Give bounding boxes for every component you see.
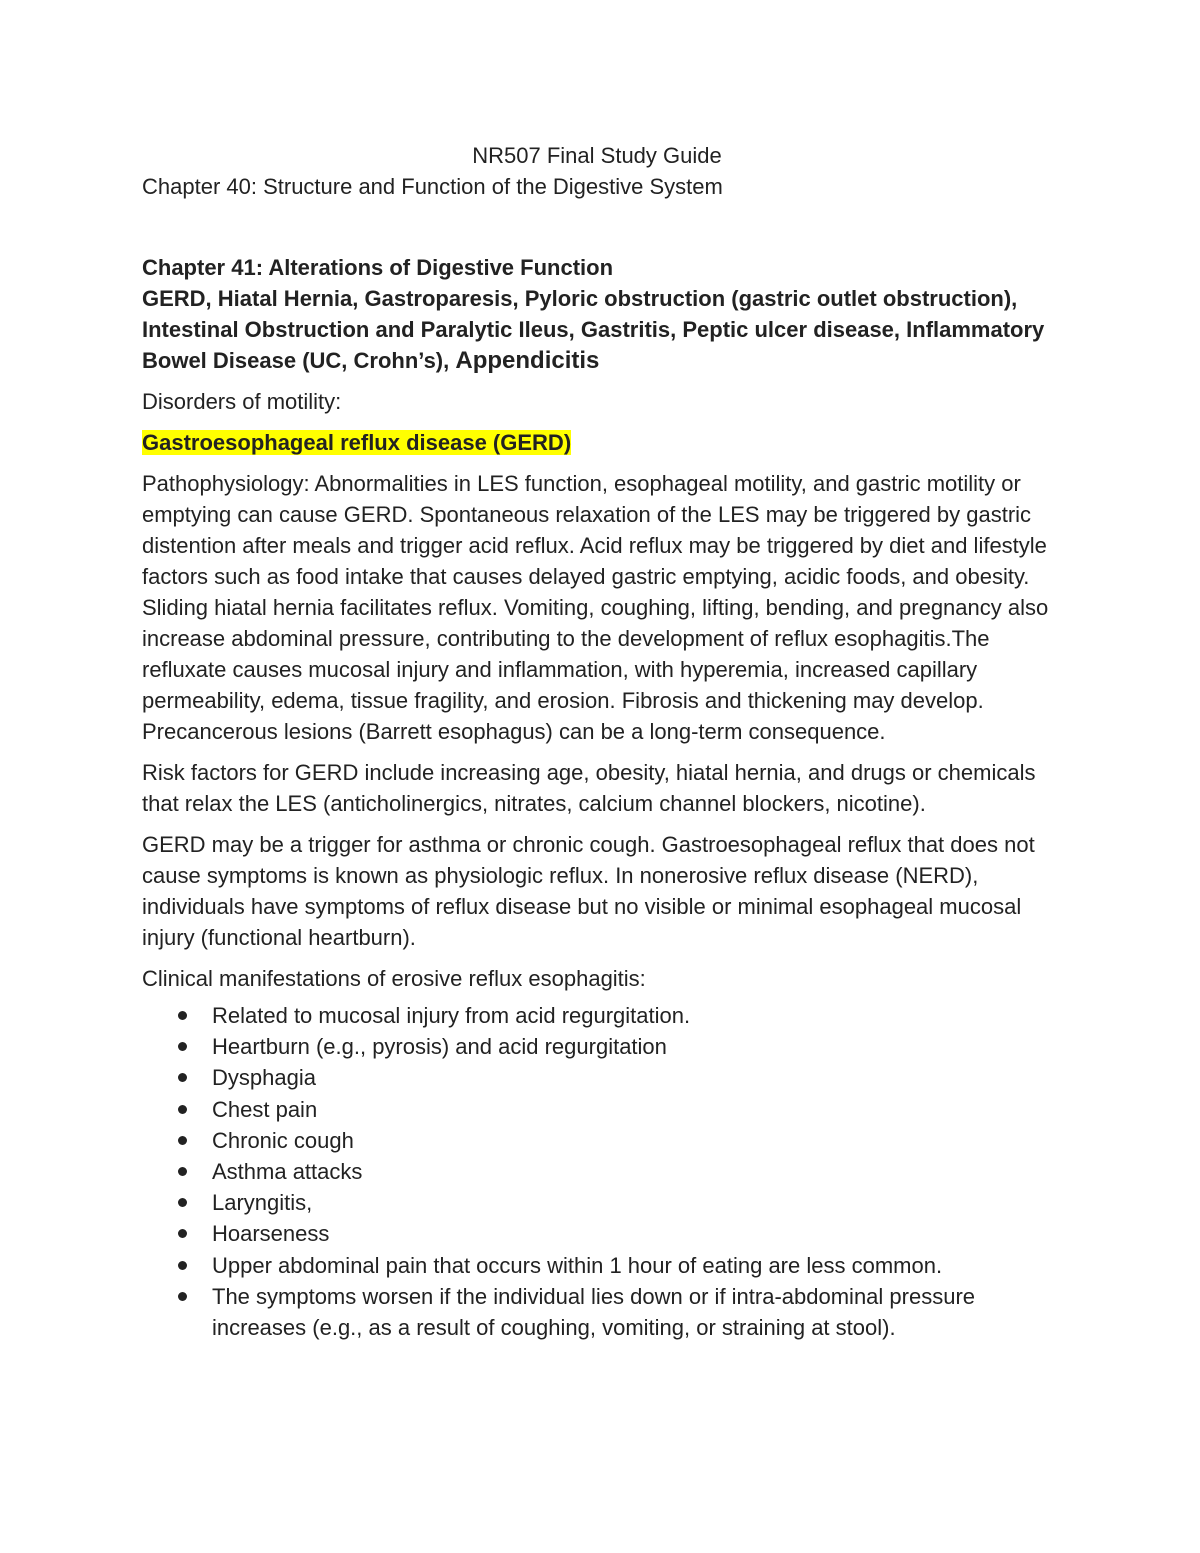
list-item <box>212 1187 1072 1218</box>
document-title: NR507 Final Study Guide <box>472 143 722 168</box>
list-item-text: Dysphagia <box>212 1065 316 1091</box>
topics-main: GERD, Hiatal Hernia, Gastroparesis, Pyloric obstruction (gastric outlet obstruction), Intestinal Obstruction and Paralytic Ileus, Gastritis, Peptic ulcer disease, Inflammatory Bowel Disease (UC, Crohn’s), <box>142 286 1045 373</box>
list-item-text: Chronic cough <box>212 1127 354 1153</box>
risk-factors-paragraph: Risk factors for GERD include increasing age, obesity, hiatal hernia, and drugs or chemicals that relax the LES (anticholinergics, nitrates, calcium channel blockers, nicotine). <box>142 760 1036 816</box>
bullet-icon <box>178 1198 187 1207</box>
topics-list <box>142 283 1072 376</box>
list-item-text: Upper abdominal pain that occurs within 1 hour of eating are less common. <box>212 1252 943 1278</box>
document-page <box>142 140 1072 1343</box>
list-item-text: Hoarseness <box>212 1221 330 1247</box>
bullet-icon <box>178 1105 187 1114</box>
list-item <box>212 1094 1072 1125</box>
bullet-icon <box>178 1167 187 1176</box>
list-item <box>212 1156 1072 1187</box>
list-item <box>212 1250 1072 1281</box>
gerd-heading <box>142 427 1072 458</box>
bullet-icon <box>178 1292 187 1301</box>
clinical-manifestations-heading: Clinical manifestations of erosive reflux esophagitis: <box>142 966 646 991</box>
list-item-text: Laryngitis, <box>212 1190 313 1216</box>
bullet-icon <box>178 1073 187 1082</box>
list-item-text: Related to mucosal injury from acid regurgitation. <box>212 1003 691 1028</box>
topics-appendicitis: Appendicitis <box>455 347 600 374</box>
list-item-text: Chest pain <box>212 1096 318 1122</box>
bullet-icon <box>178 1042 187 1051</box>
gerd-heading-text: Gastroesophageal reflux disease (GERD) <box>142 430 572 455</box>
list-item-text: The symptoms worsen if the individual lies down or if intra-abdominal pressure increases (e.g., as a result of coughing, vomiting, or straining at stool). <box>212 1283 976 1341</box>
list-item-text: Asthma attacks <box>212 1159 363 1185</box>
list-item <box>212 1125 1072 1156</box>
bullet-icon <box>178 1229 187 1238</box>
asthma-trigger-paragraph: GERD may be a trigger for asthma or chronic cough. Gastroesophageal reflux that does not cause symptoms is known as physiologic reflux. In nonerosive reflux disease (NERD), individuals have symptoms of reflux disease but no visible or minimal esophageal mucosal injury (functional heartburn). <box>142 832 1035 950</box>
list-item-text: Heartburn (e.g., pyrosis) and acid regurgitation <box>212 1034 667 1060</box>
pathophysiology-paragraph: Pathophysiology: Abnormalities in LES function, esophageal motility, and gastric motility or emptying can cause GERD. Spontaneous relaxation of the LES may be triggered by gastric distention after meals and trigger acid reflux. Acid reflux may be triggered by diet and lifestyle factors such as food intake that causes delayed gastric emptying, acidic foods, and obesity. Sliding hiatal hernia facilitates reflux. Vomiting, coughing, lifting, bending, and pregnancy also increase abdominal pressure, contributing to the development of reflux esophagitis.The refluxate causes mucosal injury and inflammation, with hyperemia, increased capillary permeability, edema, tissue fragility, and erosion. Fibrosis and thickening may develop. Precancerous lesions (Barrett esophagus) can be a long-term consequence. <box>142 471 1049 744</box>
list-item <box>212 1062 1072 1093</box>
chapter-40-heading: Chapter 40: Structure and Function of the Digestive System <box>142 174 723 199</box>
clinical-manifestations-list <box>142 1000 1072 1343</box>
bullet-icon <box>178 1136 187 1145</box>
disorders-motility-label: Disorders of motility: <box>142 389 342 414</box>
list-item <box>212 1000 1072 1031</box>
list-item <box>212 1031 1072 1062</box>
bullet-icon <box>178 1261 187 1270</box>
chapter-41-heading: Chapter 41: Alterations of Digestive Function <box>142 255 614 280</box>
list-item <box>212 1218 1072 1249</box>
list-item <box>212 1281 1072 1343</box>
bullet-icon <box>178 1011 187 1020</box>
